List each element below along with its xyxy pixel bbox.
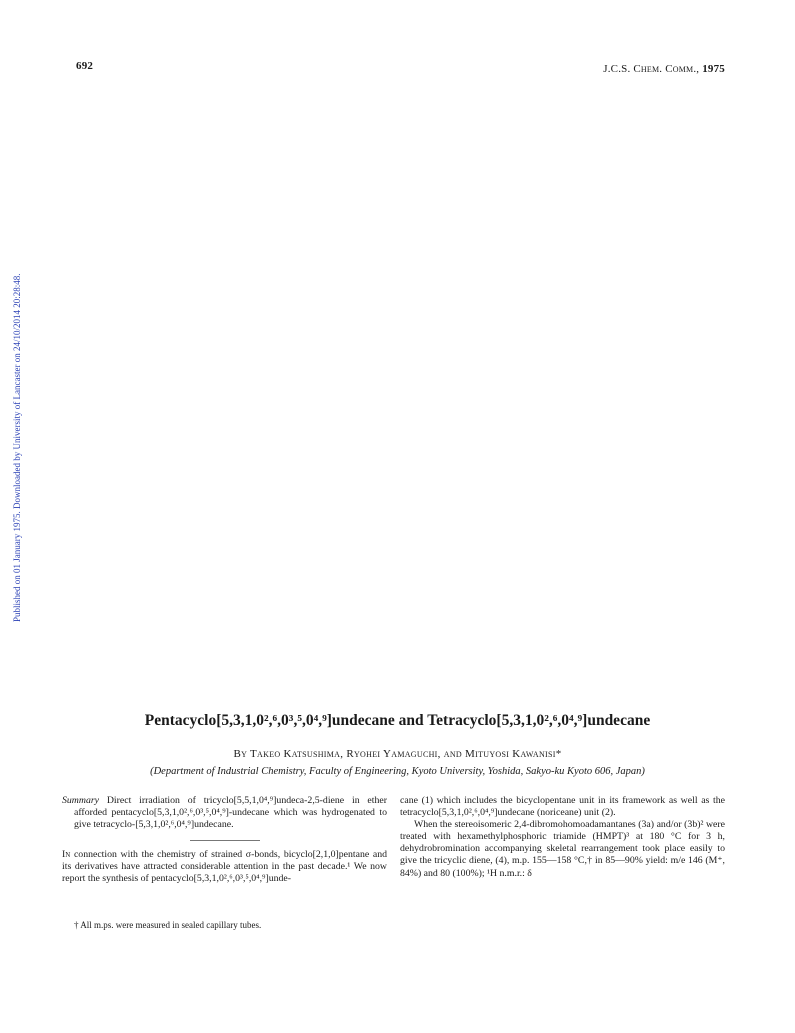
intro-first-word: In [62,849,71,861]
summary-label: Summary [62,795,100,806]
left-column [62,795,387,886]
footnote: † All m.ps. were measured in sealed capillary tubes. [74,920,262,930]
summary-block [62,795,387,831]
right-column [400,795,725,880]
article-title: Pentacyclo[5,3,1,0²,⁶,0³,⁵,0⁴,⁹]undecane and Tetracyclo[5,3,1,0²,⁶,0⁴,⁹]undecane [144,712,651,729]
journal-name: Chem. Comm., [633,63,700,75]
author-line: By Takeo Katsushima, Ryohei Yamaguchi, and Mituyosi Kawanisi* [233,748,562,760]
journal-header [603,63,725,75]
right-paragraph-1: cane (1) which includes the bicyclopentane unit in its framework as well as the tetracyclo[5,3,1,0²,⁶,0⁴,⁹]undecane (noriceane) unit (2). [400,795,725,819]
journal-year: 1975 [702,63,725,75]
summary-text: Direct irradiation of tricyclo[5,5,1,0⁴,⁹]undeca-2,5-diene in ether afforded pentacyclo[5,3,1,0²,⁶,0³,⁵,0⁴,⁹]-undecane which was hydrogenated to give tetracyclo-[5,3,1,0²,⁶,0⁴,⁹]undecane. [74,795,387,831]
section-divider [190,840,260,841]
download-watermark-text: Published on 01 January 1975. Downloaded by University of Lancaster on 24/10/2014 20:28:48. [12,273,22,622]
intro-paragraph [62,849,387,885]
affiliation: (Department of Industrial Chemistry, Faculty of Engineering, Kyoto University, Yoshida, Sakyo-ku Kyoto 606, Japan) [150,766,645,777]
intro-text: connection with the chemistry of strained σ-bonds, bicyclo[2,1,0]pentane and its derivatives have attracted considerable attention in the past decade.¹ We now report the synthesis of pentacyclo[5,3,1,0²,⁶,0³,⁵,0⁴,⁹]unde- [62,849,387,885]
page-number: 692 [76,60,94,72]
journal-prefix: J.C.S. [603,63,631,75]
right-paragraph-2: When the stereoisomeric 2,4-dibromohomoadamantanes (3a) and/or (3b)² were treated with hexamethylphosphoric triamide (HMPT)³ at 180 °C for 3 h, dehydrobromination accompanying skeletal rearrangement took place easily to give the tricyclic diene, (4), m.p. 155—158 °C,† in 85—90% yield: m/e 146 (M⁺, 84%) and 80 (100%); ¹H n.m.r.: δ [400,819,725,879]
